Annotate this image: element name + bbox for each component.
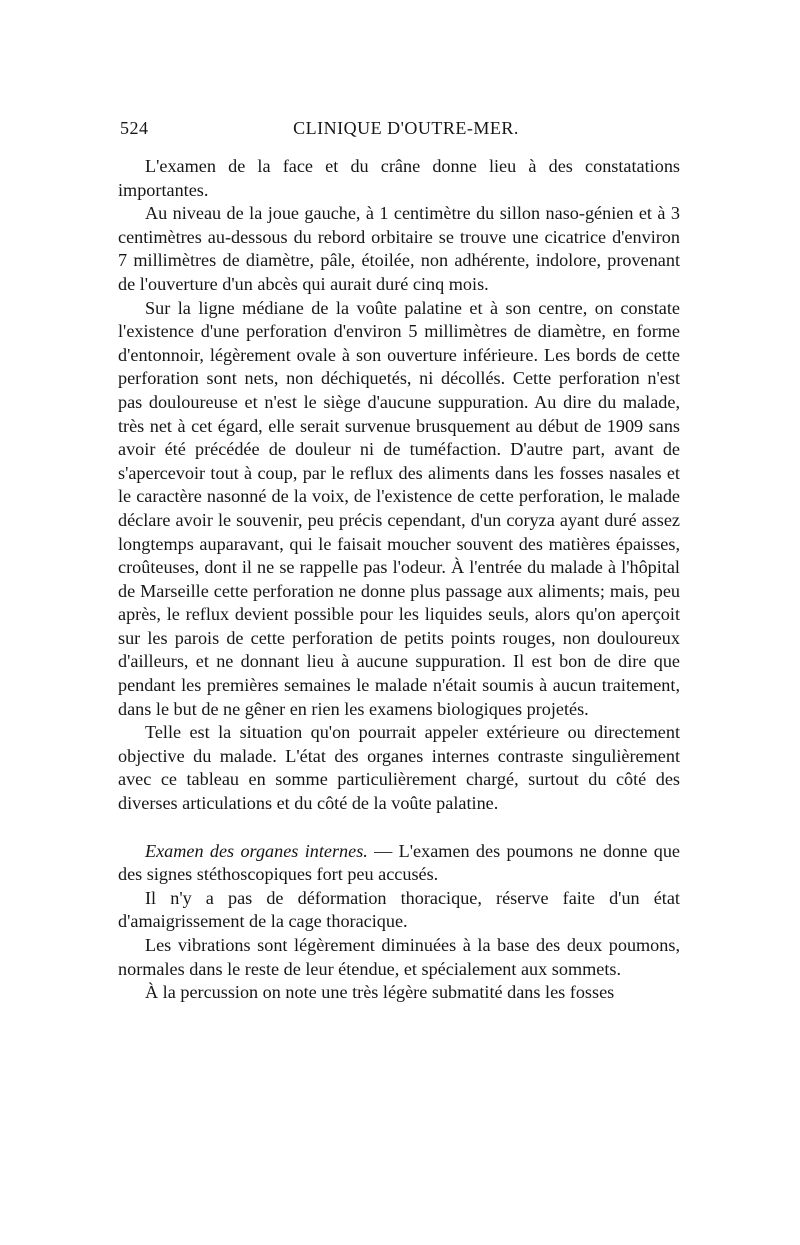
paragraph-internal-organs	[118, 840, 680, 887]
section-lead: — L'examen des poumons ne donne que des signes stéthoscopiques fort peu accusés.	[118, 840, 681, 885]
paragraph-thorax: Il n'y a pas de déformation thoracique, réserve faite d'un état d'amaigrissement de la cage thoracique.	[118, 887, 680, 932]
page-number: 524	[120, 118, 149, 138]
paragraph-cheek-scar: Au niveau de la joue gauche, à 1 centimètre du sillon naso-génien et à 3 centimètres au-dessous du rebord orbitaire se trouve une cicatrice d'environ 7 millimètres de diamètre, pâle, étoilée, non adhérente, indolore, provenant de l'ouverture d'un abcès qui aurait duré cinq mois.	[118, 203, 680, 294]
book-page	[118, 112, 680, 1005]
paragraph-percussion: À la percussion on note une très légère submatité dans les fosses	[145, 982, 615, 1003]
paragraph-palate-perforation: Sur la ligne médiane de la voûte palatine et à son centre, on constate l'existence d'une perforation d'environ 5 millimètres de diamètre, en forme d'entonnoir, légèrement ovale à son ouverture inférieure. Les bords de cette perforation sont nets, non déchiquetés, ni décollés. Cette perforation n'est pas douloureuse et n'est le siège d'aucune suppuration. Au dire du malade, très net à cet égard, elle serait survenue brusquement au début de 1909 sans avoir été précédée de douleur ni de tuméfaction. D'autre part, avant de s'apercevoir tout à coup, par le reflux des aliments dans les fosses nasales et le caractère nasonné de la voix, de l'existence de cette perforation, le malade déclare avoir le souvenir, peu précis cependant, d'un coryza ayant duré assez longtemps auparavant, qui le faisait moucher souvent des matières épaisses, croûteuses, dont il ne se rappelle pas l'odeur. À l'entrée du malade à l'hôpital de Marseille cette perforation ne donne plus passage aux aliments; mais, peu après, le reflux devient possible pour les liquides seuls, alors qu'on aperçoit sur les parois de cette perforation de petits points rouges, non douloureux d'ailleurs, et ne donnant lieu à aucune suppuration. Il est bon de dire que pendant les premières semaines le malade n'était soumis à aucun traitement, dans le but de ne gêner en rien les examens biologiques projetés.	[118, 297, 680, 719]
body-text	[118, 155, 680, 1005]
section-heading: Examen des organes internes.	[145, 840, 368, 861]
paragraph-face-exam: L'examen de la face et du crâne donne lieu à des constatations importantes.	[118, 156, 680, 200]
paragraph-vibrations: Les vibrations sont légèrement diminuées à la base des deux poumons, normales dans le reste de leur étendue, et spécialement aux sommets.	[118, 935, 680, 979]
running-head	[118, 112, 680, 142]
running-title: CLINIQUE D'OUTRE-MER.	[293, 118, 519, 138]
paragraph-external-situation: Telle est la situation qu'on pourrait appeler extérieure ou directement objective du malade. L'état des organes internes contraste singulièrement avec ce tableau en somme particulièrement chargé, surtout du côté des diverses articulations et du côté de la voûte palatine.	[118, 722, 680, 814]
